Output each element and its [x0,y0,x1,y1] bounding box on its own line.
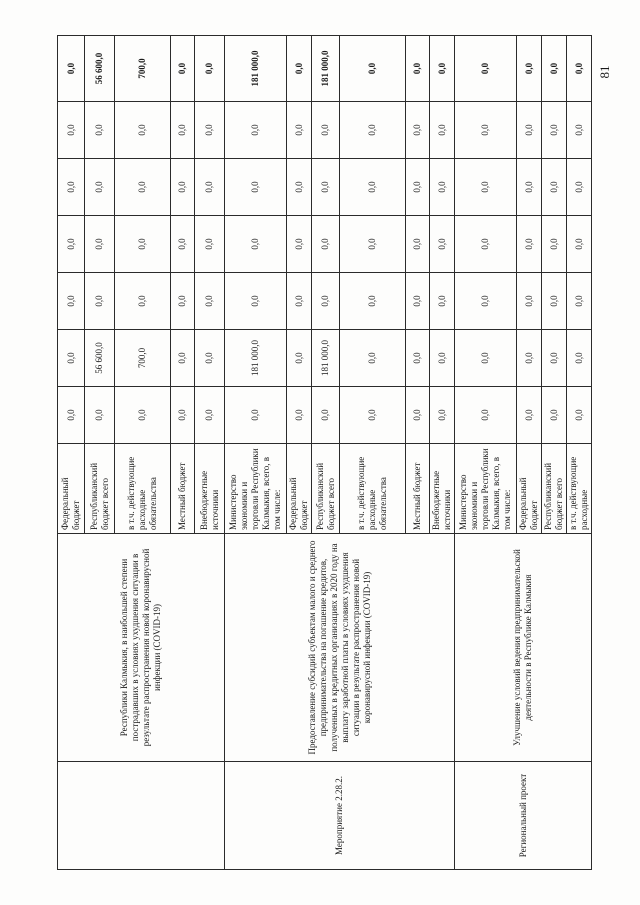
amount-cell: 0,0 [115,273,171,330]
funding-source-cell: Местный бюджет [171,444,195,534]
amount-cell: 0,0 [542,330,567,387]
amount-cell: 0,0 [85,387,115,444]
item-name-cell: Республики Калмыкия, в наибольшей степени пострадавших в условиях ухудшения ситуации в результате распространения новой коронавирусной инфекции (COVID-19) [58,534,225,762]
total-value-cell: 0,0 [58,36,85,102]
funding-source-cell: Республиканский бюджет всего [85,444,115,534]
amount-cell: 0,0 [58,216,85,273]
amount-cell: 0,0 [567,330,592,387]
amount-cell: 0,0 [406,387,430,444]
amount-cell: 0,0 [406,102,430,159]
table-row [455,36,517,870]
amount-cell: 0,0 [195,216,225,273]
funding-source-cell: Республиканский бюджет всего [312,444,340,534]
total-value-cell: 0,0 [567,36,592,102]
total-value-cell: 181 000,0 [312,36,340,102]
amount-cell: 0,0 [455,216,517,273]
item-kind-cell [58,762,225,870]
amount-cell: 0,0 [171,330,195,387]
amount-cell: 0,0 [567,159,592,216]
page-number: 81 [597,65,612,79]
amount-cell: 0,0 [517,330,542,387]
amount-cell: 0,0 [171,102,195,159]
budget-table [57,35,592,870]
funding-source-cell: Внебюджетные источники [195,444,225,534]
amount-cell: 0,0 [287,159,312,216]
amount-cell: 0,0 [542,387,567,444]
amount-cell: 0,0 [455,273,517,330]
funding-source-cell: Внебюджетные источники [430,444,455,534]
item-name-cell: Предоставление субсидий субъектам малого и среднего предпринимательства на погашение кредитов, полученных в кредитных организациях в 2020 году на выплату заработной платы в условиях ухудшения ситуации в результате распространения новой коронавирусной инфекции (COVID-19) [225,534,455,762]
amount-cell: 0,0 [195,273,225,330]
amount-cell: 0,0 [455,387,517,444]
table-row [225,36,287,870]
amount-cell: 56 600,0 [85,330,115,387]
amount-cell: 0,0 [430,216,455,273]
amount-cell: 0,0 [340,159,406,216]
amount-cell: 0,0 [171,273,195,330]
amount-cell: 0,0 [312,387,340,444]
amount-cell: 0,0 [287,216,312,273]
total-value-cell: 0,0 [455,36,517,102]
amount-cell: 0,0 [225,387,287,444]
funding-source-cell: в т.ч. действующие расходные [567,444,592,534]
amount-cell: 0,0 [542,216,567,273]
total-value-cell: 181 000,0 [225,36,287,102]
total-value-cell: 0,0 [542,36,567,102]
amount-cell: 0,0 [517,159,542,216]
amount-cell: 0,0 [455,159,517,216]
amount-cell: 0,0 [567,216,592,273]
total-value-cell: 0,0 [517,36,542,102]
amount-cell: 0,0 [517,387,542,444]
amount-cell: 0,0 [542,102,567,159]
amount-cell: 0,0 [340,273,406,330]
amount-cell: 0,0 [171,159,195,216]
amount-cell: 0,0 [517,102,542,159]
funding-source-cell: Местный бюджет [406,444,430,534]
item-kind-cell: Региональный проект [455,762,592,870]
item-name-cell: Улучшение условий ведения предпринимательской деятельности в Республике Калмыкия [455,534,592,762]
funding-source-cell: в т.ч. действующие расходные обязательства [115,444,171,534]
total-value-cell: 0,0 [340,36,406,102]
funding-source-cell: Министерство экономики и торговли Республики Калмыкия, всего, в том числе: [225,444,287,534]
amount-cell: 0,0 [517,216,542,273]
amount-cell: 181 000,0 [225,330,287,387]
amount-cell: 0,0 [455,102,517,159]
amount-cell: 0,0 [225,102,287,159]
amount-cell: 0,0 [340,330,406,387]
total-value-cell: 56 600,0 [85,36,115,102]
amount-cell: 0,0 [340,387,406,444]
amount-cell: 0,0 [312,216,340,273]
amount-cell: 0,0 [58,102,85,159]
funding-source-cell: в т.ч. действующие расходные обязательства [340,444,406,534]
amount-cell: 0,0 [171,387,195,444]
amount-cell: 0,0 [430,159,455,216]
amount-cell: 0,0 [517,273,542,330]
amount-cell: 0,0 [542,159,567,216]
amount-cell: 0,0 [85,273,115,330]
amount-cell: 0,0 [406,273,430,330]
total-value-cell: 0,0 [171,36,195,102]
amount-cell: 0,0 [340,102,406,159]
amount-cell: 0,0 [225,273,287,330]
amount-cell: 0,0 [287,273,312,330]
amount-cell: 0,0 [58,159,85,216]
funding-source-cell: Республиканский бюджет всего [542,444,567,534]
amount-cell: 0,0 [58,330,85,387]
amount-cell: 0,0 [567,387,592,444]
total-value-cell: 0,0 [287,36,312,102]
amount-cell: 0,0 [225,159,287,216]
amount-cell: 0,0 [430,273,455,330]
amount-cell: 0,0 [85,102,115,159]
amount-cell: 0,0 [430,102,455,159]
amount-cell: 0,0 [340,216,406,273]
amount-cell: 0,0 [430,387,455,444]
amount-cell: 0,0 [85,216,115,273]
amount-cell: 0,0 [406,159,430,216]
table-row [58,36,85,870]
amount-cell: 0,0 [171,216,195,273]
amount-cell: 0,0 [195,387,225,444]
amount-cell: 0,0 [115,387,171,444]
amount-cell: 0,0 [195,159,225,216]
amount-cell: 0,0 [287,102,312,159]
item-kind-cell: Мероприятие 2.28.2. [225,762,455,870]
amount-cell: 0,0 [287,330,312,387]
budget-table-body [58,36,592,870]
amount-cell: 181 000,0 [312,330,340,387]
amount-cell: 0,0 [115,216,171,273]
amount-cell: 0,0 [115,102,171,159]
amount-cell: 0,0 [115,159,171,216]
amount-cell: 700,0 [115,330,171,387]
amount-cell: 0,0 [225,216,287,273]
total-value-cell: 700,0 [115,36,171,102]
amount-cell: 0,0 [406,330,430,387]
amount-cell: 0,0 [567,102,592,159]
funding-source-cell: Федеральный бюджет [517,444,542,534]
funding-source-cell: Федеральный бюджет [58,444,85,534]
amount-cell: 0,0 [58,387,85,444]
amount-cell: 0,0 [58,273,85,330]
amount-cell: 0,0 [312,159,340,216]
funding-source-cell: Министерство экономики и торговли Республики Калмыкия, всего, в том числе: [455,444,517,534]
amount-cell: 0,0 [542,273,567,330]
amount-cell: 0,0 [287,387,312,444]
amount-cell: 0,0 [312,273,340,330]
amount-cell: 0,0 [430,330,455,387]
total-value-cell: 0,0 [195,36,225,102]
total-value-cell: 0,0 [406,36,430,102]
amount-cell: 0,0 [455,330,517,387]
amount-cell: 0,0 [195,330,225,387]
funding-source-cell: Федеральный бюджет [287,444,312,534]
rotated-budget-sheet [57,36,589,870]
amount-cell: 0,0 [85,159,115,216]
amount-cell: 0,0 [406,216,430,273]
amount-cell: 0,0 [312,102,340,159]
amount-cell: 0,0 [567,273,592,330]
amount-cell: 0,0 [195,102,225,159]
total-value-cell: 0,0 [430,36,455,102]
